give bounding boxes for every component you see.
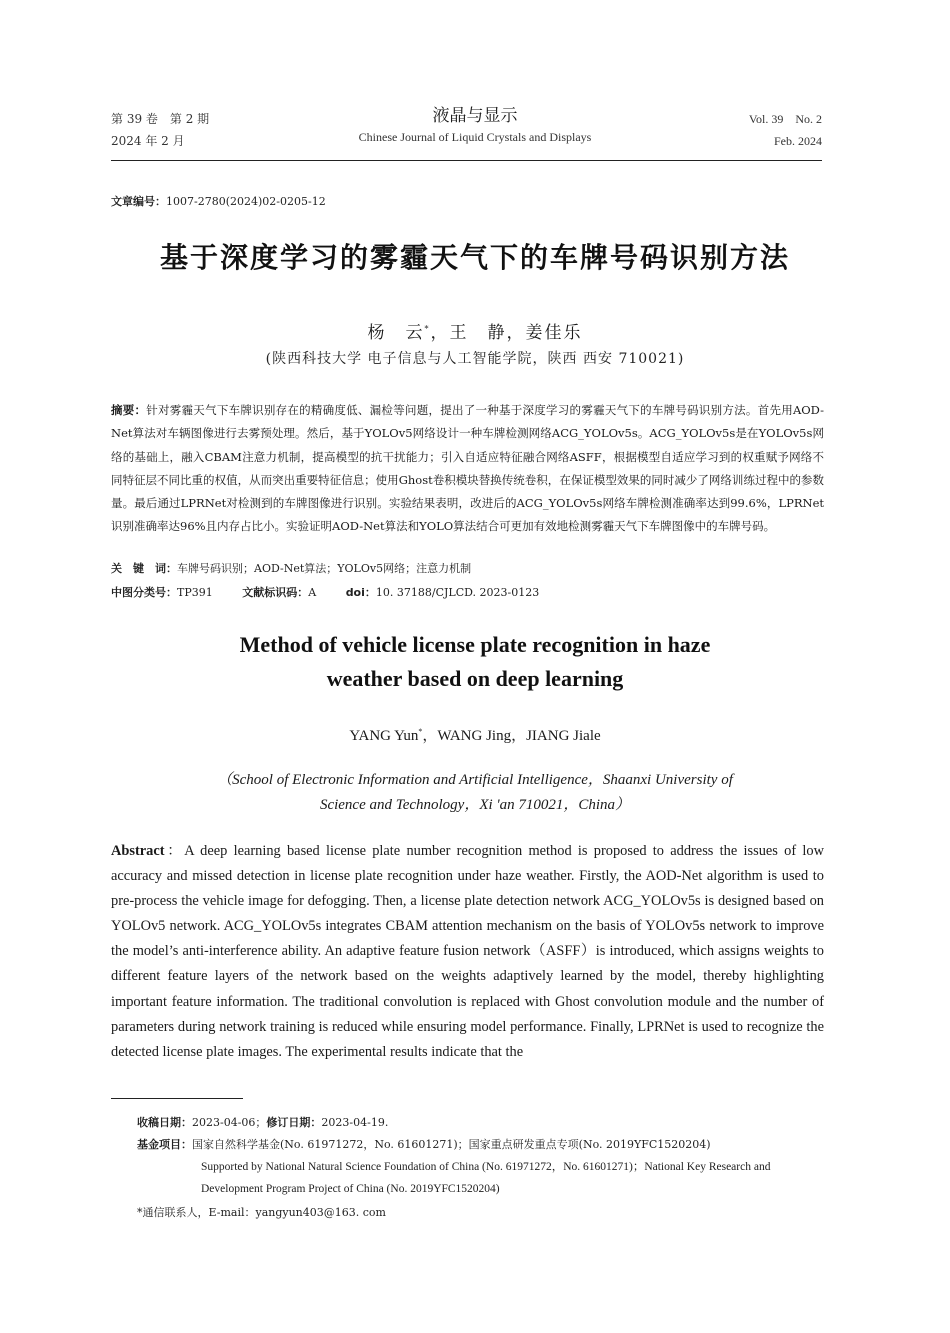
doc-code-label: 文献标识码： bbox=[242, 586, 309, 599]
footnote-fund bbox=[137, 1134, 827, 1200]
author-1-en: YANG Yun bbox=[349, 728, 419, 744]
header-vol-no: Vol. 39 No. 2 bbox=[748, 112, 822, 126]
affiliation-cn: (陕西科技大学 电子信息与人工智能学院，陕西 西安 710021) bbox=[265, 351, 685, 367]
abstract-en bbox=[111, 839, 824, 1065]
other-authors-cn: ，王 静，姜佳乐 bbox=[430, 323, 583, 343]
title-en-line-2: weather based on deep learning bbox=[326, 666, 624, 691]
corresponding-mark-en: * bbox=[418, 727, 423, 736]
keywords-cn bbox=[111, 560, 471, 576]
abstract-cn-text: 针对雾霾天气下车牌识别存在的精确度低、漏检等问题，提出了一种基于深度学习的雾霾天气下的车牌号码识别方法。首先用AOD-Net算法对车辆图像进行去雾预处理。然后，基于YOLOv5网络设计一种车牌检测网络ACG_YOLOv5s。ACG_YOLOv5s是在YOLOv5s网络的基础上，融入CBAM注意力机制，提高模型的抗干扰能力；引入自适应特征融合网络ASFF，根据模型自适应学习到的权重赋予网络不同特征层不同比重的权值，从而突出重要特征信息；使用Ghost卷积模块替换传统卷积，在保证模型效果的同时减少了网络训练过程中的参数量。最后通过LPRNet对检测到的车牌图像进行识别。实验结果表明，改进后的ACG_YOLOv5s网络车牌检测准确率达到99.6%，LPRNet识别准确率达96%且内存占比小。实验证明AOD-Net算法和YOLO算法结合可更加有效地检测雾霾天气下车牌图像中的车牌号码。 bbox=[111, 403, 825, 534]
authors-cn bbox=[60, 318, 890, 343]
corresponding-mark-cn: * bbox=[424, 324, 431, 334]
article-number bbox=[111, 193, 326, 209]
fund-cn: 国家自然科学基金(No. 61971272，No. 61601271)；国家重点研发重点专项(No. 2019YFC1520204) bbox=[192, 1138, 711, 1151]
other-authors-en: ，WANG Jing，JIANG Jiale bbox=[422, 728, 601, 744]
classification-line bbox=[111, 584, 565, 600]
affiliation-en-line-2: Science and Technology，Xi 'an 710021，China） bbox=[319, 797, 631, 813]
header-month-year: Feb. 2024 bbox=[774, 134, 822, 148]
clc-value: TP391 bbox=[177, 586, 213, 599]
header-journal bbox=[300, 104, 650, 146]
fund-en: Supported by National Natural Science Foundation of China (No. 61971272，No. 61601271)；National Key Research and Development Program Project of China (No. 2019YFC1520204) bbox=[201, 1161, 771, 1195]
footnote-corresponding: *通信联系人，E-mail：yangyun403@163. com bbox=[137, 1206, 386, 1219]
keywords-value: 车牌号码识别；AOD-Net算法；YOLOv5网络；注意力机制 bbox=[177, 562, 472, 575]
footnote-dates bbox=[137, 1112, 827, 1134]
abstract-cn-label: 摘要： bbox=[111, 403, 147, 417]
fund-label: 基金项目： bbox=[137, 1138, 192, 1151]
doc-code-value: A bbox=[308, 586, 317, 599]
header-rule bbox=[111, 160, 822, 161]
header-volume-issue: 第 39 卷 第 2 期 bbox=[111, 112, 210, 126]
abstract-cn bbox=[111, 399, 824, 539]
header-date: 2024 年 2 月 bbox=[111, 134, 185, 148]
affiliation-en bbox=[60, 768, 890, 818]
clc-label: 中图分类号： bbox=[111, 586, 177, 599]
title-cn: 基于深度学习的雾霾天气下的车牌号码识别方法 bbox=[159, 241, 790, 274]
doi-value: 10. 37188/CJLCD. 2023-0123 bbox=[375, 586, 540, 599]
title-en-line-1: Method of vehicle license plate recognition in haze bbox=[239, 632, 711, 657]
affiliation-en-line-1: （School of Electronic Information and Artificial Intelligence，Shaanxi University of bbox=[217, 772, 733, 788]
received-date: 2023-04-06； bbox=[192, 1116, 267, 1129]
revised-label: 修订日期： bbox=[266, 1116, 322, 1129]
journal-title-cn: 液晶与显示 bbox=[432, 106, 518, 126]
article-number-value: 1007-2780(2024)02-0205-12 bbox=[166, 195, 326, 208]
author-1-cn: 杨 云 bbox=[367, 323, 425, 343]
title-en bbox=[60, 628, 890, 696]
received-label: 收稿日期： bbox=[137, 1116, 192, 1129]
authors-en bbox=[60, 724, 890, 745]
revised-date: 2023-04-19. bbox=[321, 1116, 389, 1129]
doi-label: doi： bbox=[345, 586, 376, 599]
article-number-label: 文章编号： bbox=[111, 195, 166, 208]
keywords-label: 关 键 词： bbox=[111, 562, 177, 575]
footnote-rule bbox=[111, 1098, 243, 1099]
abstract-en-label: Abstract bbox=[111, 843, 165, 859]
abstract-en-text: ：A deep learning based license plate number recognition method is proposed to address the issues of low accuracy and missed detection in license plate recognition under haze weather. Firstly, the AOD-Net algorithm is used to pre-process the vehicle image for defogging. Then, a license plate detection network ACG_YOLOv5s is designed based on YOLOv5 network. ACG_YOLOv5s integrates CBAM attention mechanism on the basis of YOLOv5s network to improve the model’s anti-interference ability. An adaptive feature fusion network（ASFF）is introduced, which assigns weights to different feature layers of the network based on the weights adaptively learned by the model, thereby highlighting important feature information. The traditional convolution is replaced with Ghost convolution module and the number of parameters during network training is reduced while ensuring model performance. Finally, LPRNet is used to recognize the detected license plate images. The experimental results indicate that the bbox=[111, 843, 824, 1060]
header-issue-info bbox=[111, 108, 209, 152]
header-volume-en bbox=[749, 108, 822, 152]
journal-title-en: Chinese Journal of Liquid Crystals and Displays bbox=[358, 130, 592, 144]
